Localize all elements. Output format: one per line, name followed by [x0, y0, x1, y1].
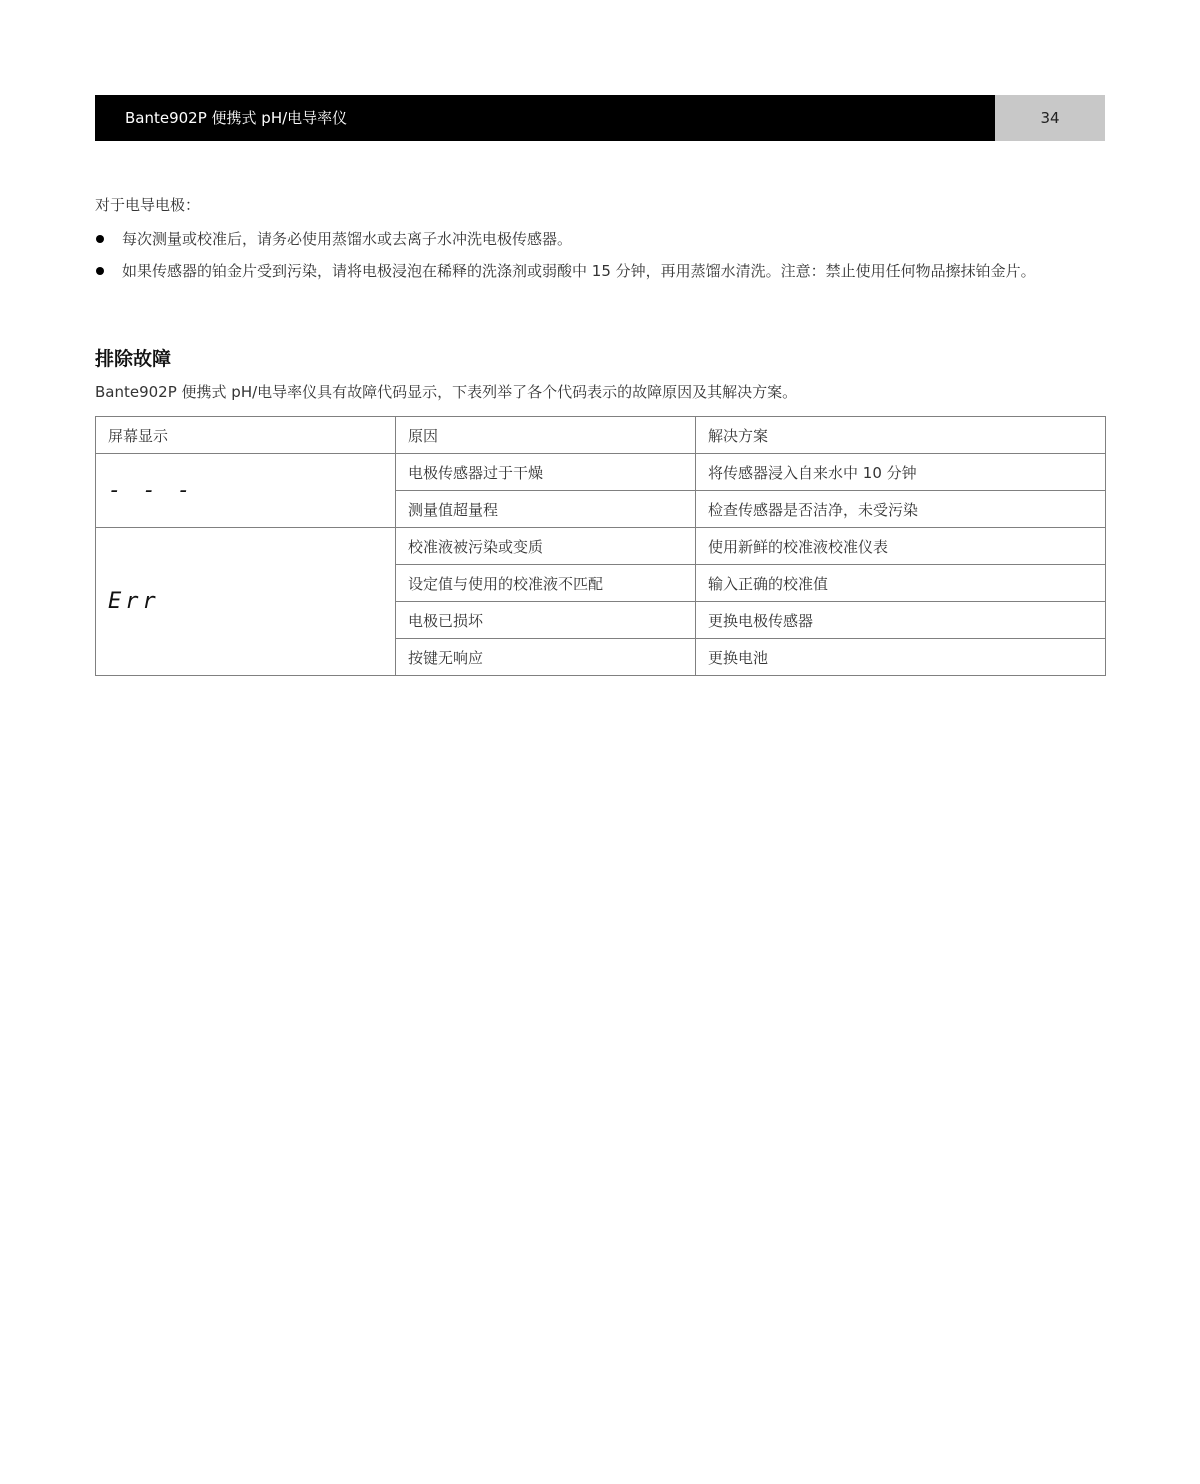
page-number: 34 [995, 95, 1105, 141]
screen-display-cell [96, 528, 396, 676]
column-header-cause: 原因 [396, 417, 696, 454]
solution-cell: 将传感器浸入自来水中 10 分钟 [696, 454, 1106, 491]
page-header [95, 95, 1105, 141]
table-row [96, 528, 1106, 565]
list-item [95, 256, 1107, 286]
solution-cell: 检查传感器是否洁净，未受污染 [696, 491, 1106, 528]
bullet-icon [96, 267, 104, 275]
screen-display-cell [96, 454, 396, 528]
lcd-code-dashes: - - - [108, 478, 195, 503]
section-heading: 排除故障 [95, 348, 172, 370]
cause-cell: 测量值超量程 [396, 491, 696, 528]
list-item-text: 如果传感器的铂金片受到污染，请将电极浸泡在稀释的洗涤剂或弱酸中 15 分钟，再用蒸馏水清洗。注意：禁止使用任何物品擦抹铂金片。 [122, 262, 1036, 280]
table-header-row [96, 417, 1106, 454]
column-header-solution: 解决方案 [696, 417, 1106, 454]
solution-cell: 更换电池 [696, 639, 1106, 676]
bullet-list [95, 224, 1107, 286]
bullet-icon [96, 235, 104, 243]
cause-cell: 校准液被污染或变质 [396, 528, 696, 565]
list-item-text: 每次测量或校准后，请务必使用蒸馏水或去离子水冲洗电极传感器。 [122, 230, 573, 248]
cause-cell: 电极传感器过于干燥 [396, 454, 696, 491]
cause-cell: 电极已损坏 [396, 602, 696, 639]
header-title: Bante902P 便携式 pH/电导率仪 [95, 95, 995, 141]
cause-cell: 设定值与使用的校准液不匹配 [396, 565, 696, 602]
section-description: Bante902P 便携式 pH/电导率仪具有故障代码显示，下表列举了各个代码表示的故障原因及其解决方案。 [95, 383, 798, 401]
intro-text: 对于电导电极： [95, 196, 201, 214]
solution-cell: 更换电极传感器 [696, 602, 1106, 639]
list-item [95, 224, 1107, 254]
cause-cell: 按键无响应 [396, 639, 696, 676]
lcd-code-err: Err [108, 589, 160, 614]
solution-cell: 输入正确的校准值 [696, 565, 1106, 602]
table-row [96, 454, 1106, 491]
column-header-screen: 屏幕显示 [96, 417, 396, 454]
troubleshooting-table [95, 416, 1106, 676]
solution-cell: 使用新鲜的校准液校准仪表 [696, 528, 1106, 565]
